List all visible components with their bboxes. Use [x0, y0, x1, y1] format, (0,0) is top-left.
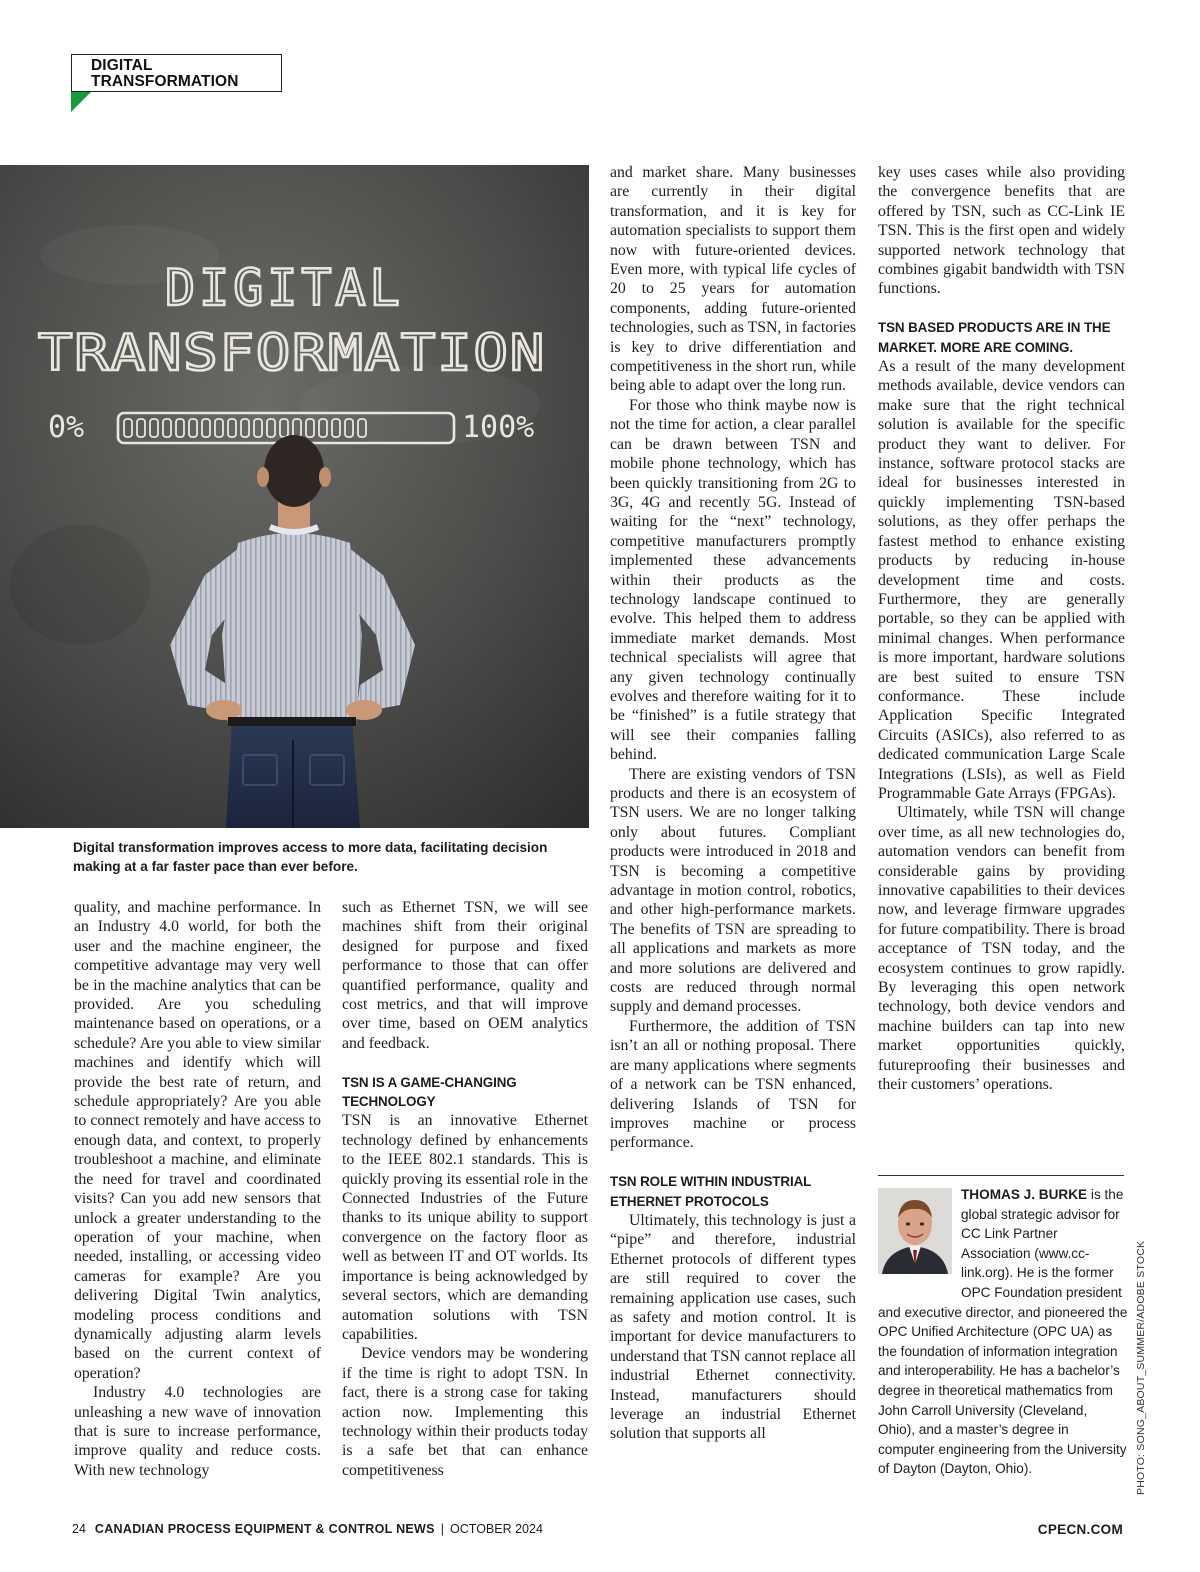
section-tag-accent: [71, 92, 91, 112]
article-column-2: [342, 898, 588, 1480]
subheading-tsn-role: TSN ROLE WITHIN INDUSTRIAL ETHERNET PROTOCOLS: [610, 1174, 811, 1209]
paragraph: Ultimately, this technology is just a “pipe” and therefore, industrial Ethernet protocols of different types are still required to cover the remaining application use cases, such as safety and motion control. It is important for device manufacturers to understand that TSN cannot replace all industrial Ethernet connectivity. Instead, manufacturers should leverage an industrial Ethernet solution that supports all: [610, 1211, 856, 1443]
paragraph: Ultimately, while TSN will change over time, as all new technologies do, automation vendors can benefit from considerable gains by providing innovative capabilities to their devices now, and leverage firmware upgrades for future compatibility. There is broad acceptance of TSN today, and the ecosystem continues to grow rapidly. By leveraging this open network technology, both device vendors and machine builders can tap into new market opportunities quickly, futureproofing their businesses and their customers’ operations.: [878, 804, 1125, 1094]
section-tag: [71, 54, 282, 92]
page-number: 24: [72, 1522, 86, 1536]
paragraph: such as Ethernet TSN, we will see machines shift from their original designed for purpose and fixed performance to those that can offer quantified performance, quality and cost metrics, and that will improve over time, based on OEM analytics and feedback.: [342, 899, 588, 1052]
article-column-1: [74, 898, 321, 1480]
hero-photo: [0, 165, 589, 828]
page-footer: [72, 1522, 543, 1536]
author-bio-text: is the global strategic advisor for CC Link Partner Association (www.cc-link.org). He is the former OPC Foundation president and executive director, and pioneered the OPC Unified Architecture (OPC UA) as the foundation of information integration and interoperability. He has a bachelor’s degree in theoretical mathematics from John Carroll University (Cleveland, Ohio), and a master’s degree in computer engineering from the University of Dayton (Dayton, Ohio).: [878, 1187, 1128, 1477]
paragraph: quality, and machine performance. In an Industry 4.0 world, for both the user and the machine engineer, the competitive advantage may very well be in the machine analytics that can be provided. Are you scheduling maintenance based on operations, or a schedule? Are you able to view similar machines and identify which will provide the best rate of return, and schedule appropriately? Are you able to connect remotely and have access to enough data, and context, to properly troubleshoot a machine, and eliminate the need for travel and coordinated visits? Can you add new sensors that unlock a greater understanding to the operation of your machine, when needed, installing, or accessing video cameras for example? Are you delivering Digital Twin analytics, modeling process conditions and dynamically adjusting alarm levels based on the current context of operation?: [74, 899, 321, 1382]
footer-separator: |: [440, 1522, 445, 1536]
article-column-3: [610, 163, 856, 1444]
subheading-tsn-products: TSN BASED PRODUCTS ARE IN THE MARKET. MORE ARE COMING.: [878, 320, 1111, 355]
author-bio: [878, 1185, 1128, 1479]
paragraph: Device vendors may be wondering if the time is right to adopt TSN. In fact, there is a strong case for taking action now. Implementing this technology within their products today is a safe bet that can enhance competitiveness: [342, 1345, 588, 1479]
chalk-title-line2: TRANSFORMATION: [38, 324, 546, 382]
paragraph: key uses cases while also providing the convergence benefits that are offered by TSN, such as CC-Link IE TSN. This is the first open and widely supported network technology that combines gigabit bandwidth with TSN functions.: [878, 164, 1125, 298]
paragraph: Furthermore, the addition of TSN isn’t an all or nothing proposal. There are many applications where segments of a network can be TSN enhanced, delivering Islands of TSN for improves machine or process performance.: [610, 1017, 856, 1152]
chalk-title-line1: DIGITAL: [165, 259, 404, 317]
paragraph: There are existing vendors of TSN products and there is an ecosystem of TSN users. We are no longer talking only about futures. Compliant products were introduced in 2018 and TSN is becoming a competitive advantage in motion control, robotics, and other high-performance markets. The benefits of TSN are spreading to all applications and markets as more and more solutions are delivered and costs are reduced through normal supply and demand processes.: [610, 765, 856, 1016]
subheading-game-changing: TSN IS A GAME-CHANGING TECHNOLOGY: [342, 1074, 517, 1110]
section-tag-line2: TRANSFORMATION: [91, 73, 239, 90]
paragraph: Industry 4.0 technologies are unleashing a new wave of innovation that is sure to increase performance, improve quality and reduce costs. With new technology: [74, 1384, 321, 1479]
photo-credit: PHOTO: SONG_ABOUT_SUMMER/ADOBE STOCK: [1135, 1240, 1147, 1495]
author-divider: [878, 1175, 1124, 1176]
paragraph: and market share. Many businesses are currently in their digital transformation, and it is key for automation specialists to support them now with future-oriented devices. Even more, with typical life cycles of 20 to 25 years for automation components, adding future-oriented technologies, such as TSN, in factories is key to drive differentiation and competitiveness in the short run, while being able to adapt over the long run.: [610, 164, 856, 395]
paragraph: TSN is an innovative Ethernet technology defined by enhancements to the IEEE 802.1 standards. This is quickly proving its essential role in the Connected Industries of the Future thanks to its unique ability to support convergence on the factory floor as well as between IT and OT worlds. Its importance is being acknowledged by several sectors, which are demanding automation solutions with TSN capabilities.: [342, 1112, 588, 1343]
publication-name: CANADIAN PROCESS EQUIPMENT & CONTROL NEWS: [94, 1522, 435, 1536]
issue-date: OCTOBER 2024: [450, 1522, 543, 1536]
paragraph: For those who think maybe now is not the time for action, a clear parallel can be drawn between TSN and mobile phone technology, which has been quickly transitioning from 2G to 3G, 4G and recently 5G. Instead of waiting for the “next” technology, competitive manufacturers promptly implemented these advancements within their products as the technology landscape continued to evolve. This helped them to address immediate market demands. Most technical specialists will agree that any given technology continually evolves and therefore waiting for it to be “finished” is a futile strategy that will see their companies falling behind.: [610, 396, 856, 764]
progress-start-label: 0%: [48, 410, 85, 445]
paragraph: As a result of the many development methods available, device vendors can make sure that the right technical solution is available for the specific product they want to deliver. For instance, software protocol stacks are ideal for businesses interested in quickly implementing TSN-based solutions, as they offer perhaps the fastest method to enhance existing products by reducing in-house development time and costs. Furthermore, they are generally portable, so they can be applied with minimal changes. When performance is more important, hardware solutions are best suited to ensure TSN conformance. These include Application Specific Integrated Circuits (ASICs), also referred to as dedicated communication Large Scale Integrations (LSIs), as well as Field Programmable Gate Arrays (FPGAs).: [878, 358, 1125, 802]
author-name: THOMAS J. BURKE: [961, 1187, 1088, 1202]
progress-end-label: 100%: [462, 410, 535, 445]
image-caption: Digital transformation improves access to more data, facilitating decision making at a far faster pace than ever before.: [73, 840, 548, 874]
section-tag-line1: DIGITAL: [91, 57, 153, 74]
website-url: CPECN.COM: [1037, 1522, 1123, 1537]
article-column-4: [878, 163, 1125, 1094]
